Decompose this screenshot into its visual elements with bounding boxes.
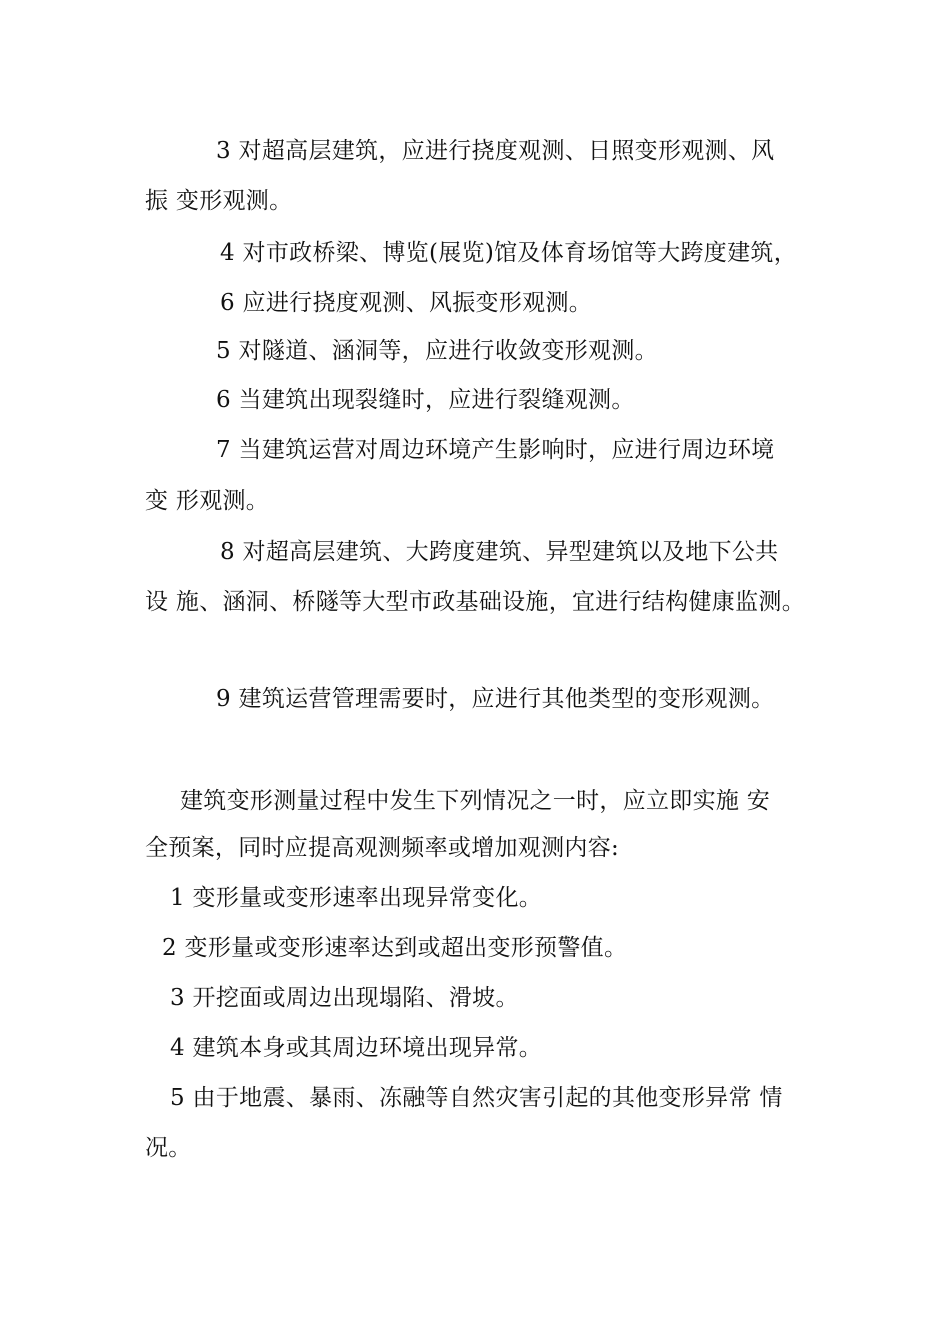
list-item: 2 变形量或变形速率达到或超出变形预警值。 [162, 935, 628, 961]
paragraph-line: 振 变形观测。 [145, 188, 293, 214]
paragraph-line: 6 应进行挠度观测、风振变形观测。 [220, 290, 593, 316]
paragraph-line: 4 对市政桥梁、博览(展览)馆及体育场馆等大跨度建筑， [220, 240, 797, 266]
paragraph-line: 8 对超高层建筑、大跨度建筑、异型建筑以及地下公共 [220, 539, 779, 565]
paragraph-line: 7 当建筑运营对周边环境产生影响时，应进行周边环境 [216, 437, 775, 463]
list-item: 1 变形量或变形速率出现异常变化。 [170, 885, 543, 911]
list-item: 5 由于地震、暴雨、冻融等自然灾害引起的其他变形异常 情 [170, 1085, 783, 1111]
paragraph-line: 变 形观测。 [145, 488, 270, 514]
paragraph-line: 况。 [145, 1135, 192, 1161]
paragraph-line: 全预案，同时应提高观测频率或增加观测内容: [145, 835, 620, 861]
paragraph-line: 设 施、涵洞、桥隧等大型市政基础设施，宜进行结构健康监测。 [145, 589, 806, 615]
paragraph-line: 5 对隧道、涵洞等，应进行收敛变形观测。 [216, 338, 658, 364]
paragraph-line: 6 当建筑出现裂缝时，应进行裂缝观测。 [216, 387, 635, 413]
list-item: 3 开挖面或周边出现塌陷、滑坡。 [170, 985, 519, 1011]
list-item: 4 建筑本身或其周边环境出现异常。 [170, 1035, 543, 1061]
paragraph-line: 9 建筑运营管理需要时，应进行其他类型的变形观测。 [216, 686, 775, 712]
paragraph-line: 3 对超高层建筑，应进行挠度观测、日照变形观测、风 [216, 138, 775, 164]
paragraph-line: 建筑变形测量过程中发生下列情况之一时，应立即实施 安 [180, 788, 771, 814]
